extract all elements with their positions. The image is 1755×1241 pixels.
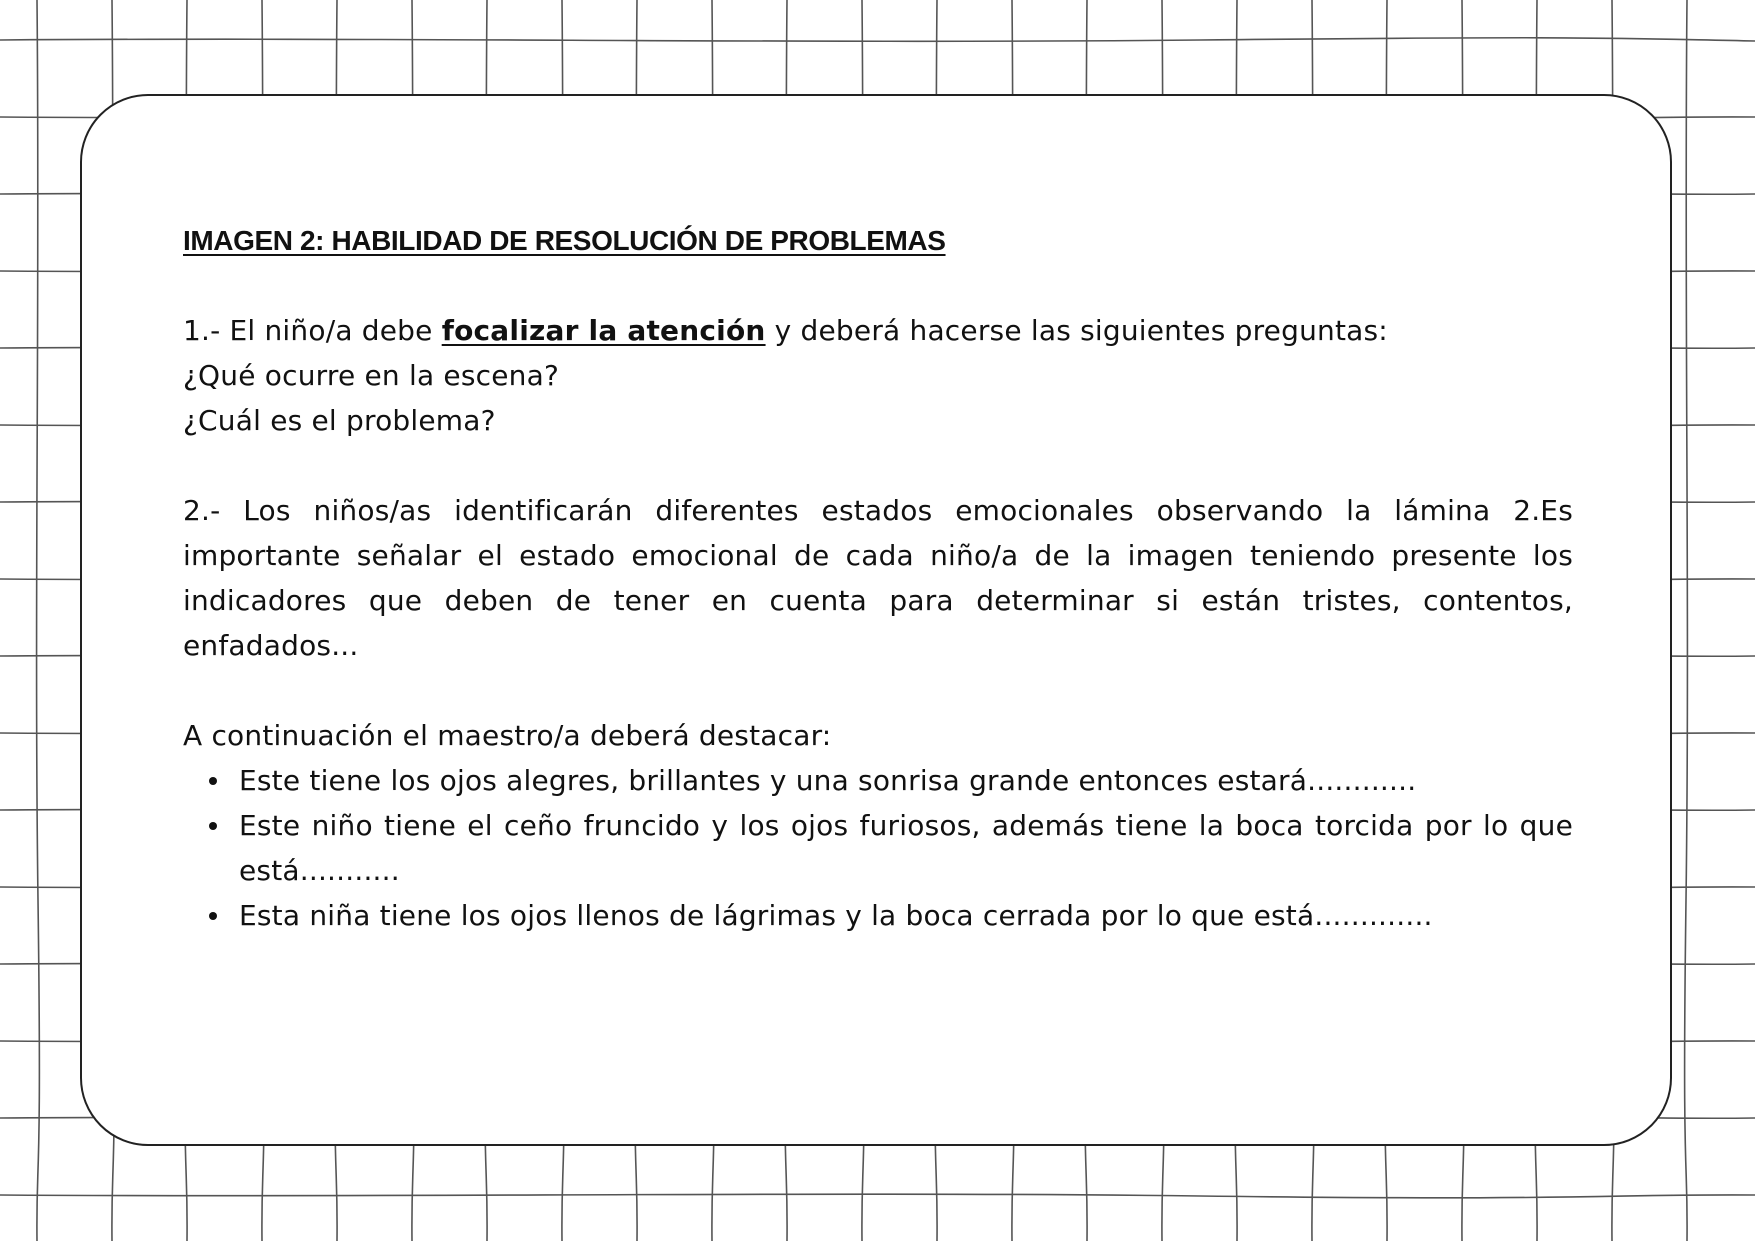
spacer [183, 443, 1573, 488]
section1-intro-before: 1.- El niño/a debe [183, 314, 442, 347]
bullet-dot-icon [209, 777, 217, 785]
spacer [183, 263, 1573, 308]
list-item [239, 803, 1573, 893]
section1-intro-emphasis: focalizar la atención [441, 314, 766, 347]
indicator-list [183, 758, 1573, 938]
list-item-text: Este tiene los ojos alegres, brillantes y una sonrisa grande entonces estará............ [239, 764, 1417, 797]
question-2: ¿Cuál es el problema? [183, 404, 496, 437]
section1-intro-after: y deberá hacerse las siguientes preguntas: [765, 314, 1388, 347]
section3-lead: A continuación el maestro/a deberá destacar: [183, 719, 832, 752]
document-body [183, 218, 1573, 938]
document-title: IMAGEN 2: HABILIDAD DE RESOLUCIÓN DE PROBLEMAS [183, 225, 946, 256]
list-item [239, 758, 1573, 803]
bullet-dot-icon [209, 912, 217, 920]
spacer [183, 668, 1573, 713]
section2-paragraph: 2.- Los niños/as identificarán diferentes estados emocionales observando la lámina 2.Es importante señalar el estado emocional de cada niño/a de la imagen teniendo presente los indicadores que deben de tener en cuenta para determinar si están tristes, contentos, enfadados... [183, 494, 1573, 662]
question-1: ¿Qué ocurre en la escena? [183, 359, 559, 392]
section1-intro [183, 308, 1573, 353]
list-item-text: Esta niña tiene los ojos llenos de lágrimas y la boca cerrada por lo que está............. [239, 899, 1433, 932]
bullet-dot-icon [209, 822, 217, 830]
list-item-text: Este niño tiene el ceño fruncido y los ojos furiosos, además tiene la boca torcida por lo que está........... [239, 809, 1573, 887]
list-item [239, 893, 1573, 938]
